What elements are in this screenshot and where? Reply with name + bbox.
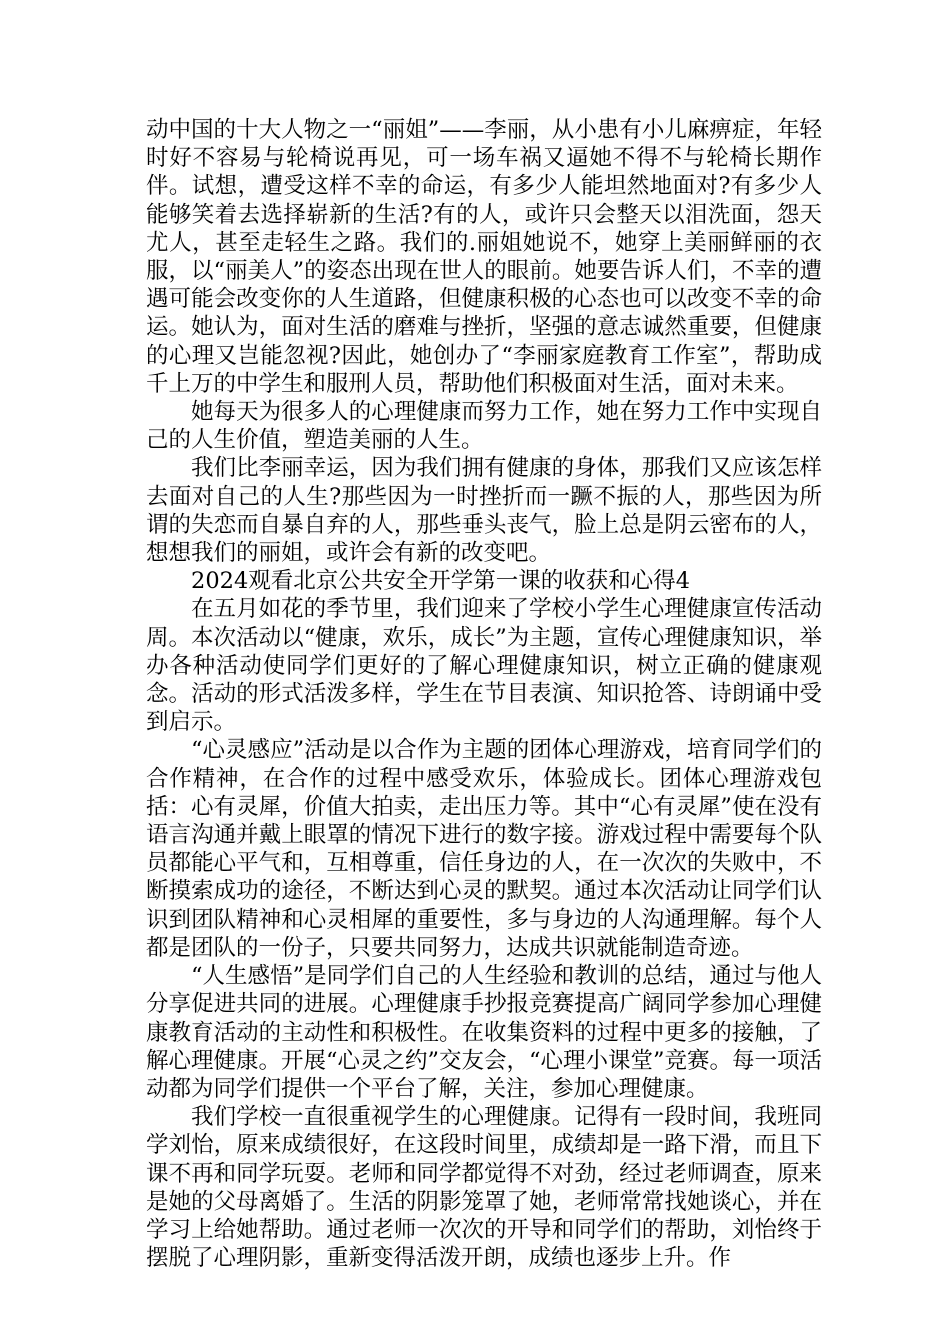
section-heading: 2024观看北京公共安全开学第一课的收获和心得4 bbox=[191, 568, 691, 595]
paragraph-7: 我们学校一直很重视学生的心理健康。记得有一段时间，我班同学刘怡，原来成绩很好，在这段时间里，成绩却是一路下滑，而且下课不再和同学玩耍。老师和同学都觉得不对劲，经过老师调查，原来是她的父母离婚了。生活的阴影笼罩了她，老师常常找她谈心，并在学习上给她帮助。通过老师一次次的开导和同学们的帮助，刘怡终于摆脱了心理阴影，重新变得活泼开朗，成绩也逐步上升。作 bbox=[146, 1104, 822, 1272]
paragraph-3: 我们比李丽幸运，因为我们拥有健康的身体，那我们又应该怎样去面对自己的人生?那些因为一时挫折而一蹶不振的人，那些因为所谓的失恋而自暴自弃的人，那些垂头丧气，脸上总是阴云密布的人，想想我们的丽姐，或许会有新的改变吧。 bbox=[146, 455, 822, 567]
document-body bbox=[146, 116, 822, 1272]
paragraph-6: “人生感悟”是同学们自己的人生经验和教训的总结，通过与他人分享促进共同的进展。心理健康手抄报竞赛提高广阔同学参加心理健康教育活动的主动性和积极性。在收集资料的过程中更多的接触，了解心理健康。开展“心灵之约”交友会，“心理小课堂”竞赛。每一项活动都为同学们提供一个平台了解，关注，参加心理健康。 bbox=[146, 963, 823, 1102]
paragraph-4: 在五月如花的季节里，我们迎来了学校小学生心理健康宣传活动周。本次活动以“健康，欢乐，成长”为主题，宣传心理健康知识，举办各种活动使同学们更好的了解心理健康知识，树立正确的健康观念。活动的形式活泼多样，学生在节目表演、知识抢答、诗朗诵中受到启示。 bbox=[146, 596, 822, 736]
paragraph-2: 她每天为很多人的心理健康而努力工作，她在努力工作中实现自己的人生价值，塑造美丽的人生。 bbox=[146, 399, 822, 454]
paragraph-5: “心灵感应”活动是以合作为主题的团体心理游戏，培育同学们的合作精神，在合作的过程中感受欢乐，体验成长。团体心理游戏包括：心有灵犀，价值大拍卖，走出压力等。其中“心有灵犀”使在没有语言沟通并戴上眼罩的情况下进行的数字接。游戏过程中需要每个队员都能心平气和，互相尊重，信任身边的人，在一次次的失败中，不断摸索成功的途径，不断达到心灵的默契。通过本次活动让同学们认识到团队精神和心灵相犀的重要性，多与身边的人沟通理解。每个人都是团队的一份子，只要共同努力，达成共识就能制造奇迹。 bbox=[146, 737, 822, 961]
paragraph-1: 动中国的十大人物之一“丽姐”——李丽，从小患有小儿麻痹症，年轻时好不容易与轮椅说再见，可一场车祸又逼她不得不与轮椅长期作伴。试想，遭受这样不幸的命运，有多少人能坦然地面对?有多少人能够笑着去选择崭新的生活?有的人，或许只会整天以泪洗面，怨天尤人，甚至走轻生之路。我们的.丽姐她说不，她穿上美丽鲜丽的衣服，以“丽美人”的姿态出现在世人的眼前。她要告诉人们，不幸的遭遇可能会改变你的人生道路，但健康积极的心态也可以改变不幸的命运。她认为，面对生活的磨难与挫折，坚强的意志诚然重要，但健康的心理又岂能忽视?因此，她创办了“李丽家庭教育工作室”，帮助成千上万的中学生和服刑人员，帮助他们积极面对生活，面对未来。 bbox=[146, 117, 822, 397]
